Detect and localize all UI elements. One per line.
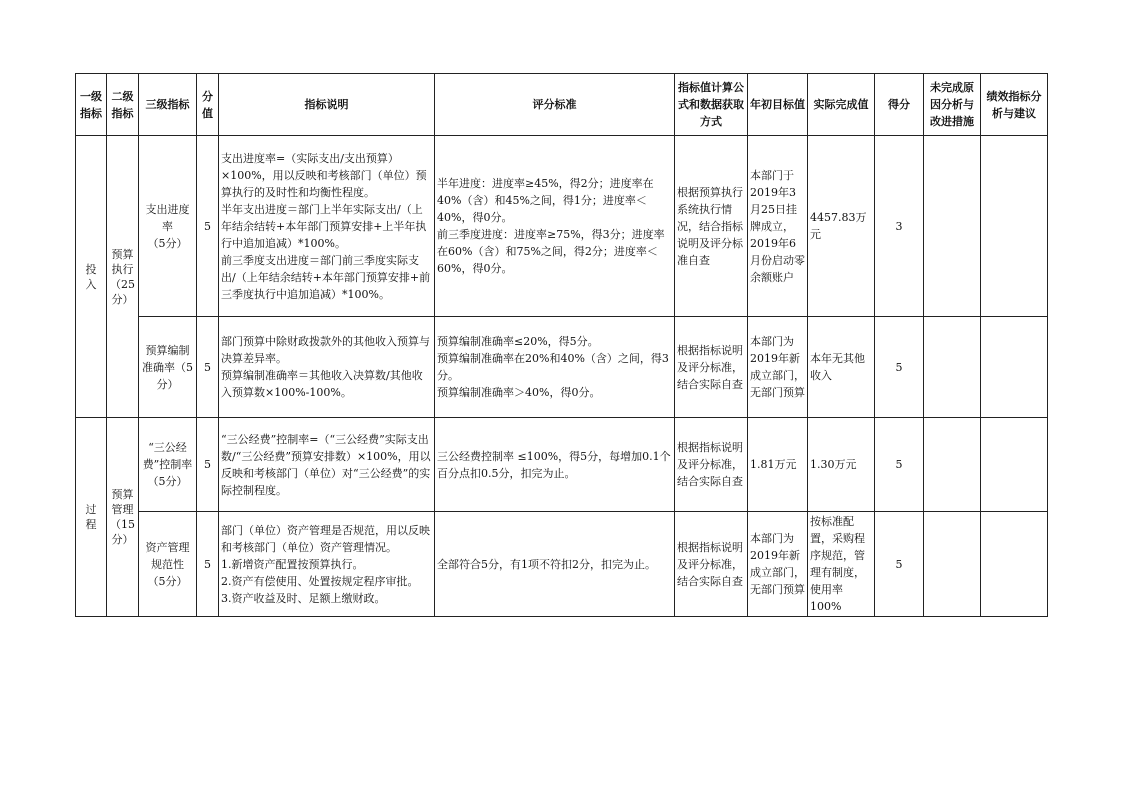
header-criteria: 评分标准 [435, 74, 675, 136]
header-row [76, 74, 1048, 136]
cell-formula: 根据预算执行系统执行情况，结合指标说明及评分标准自查 [675, 136, 748, 317]
cell-advice [981, 512, 1048, 617]
cell-advice [981, 418, 1048, 512]
header-got: 得分 [875, 74, 924, 136]
cell-level2: 预算 执行 （25 分） [107, 136, 139, 418]
table-row [76, 418, 1048, 512]
cell-level3: 预算编制 准确率（5 分） [139, 317, 197, 418]
cell-description: 部门（单位）资产管理是否规范，用以反映和考核部门（单位）资产管理情况。 1.新增资产配置按预算执行。 2.资产有偿使用、处置按规定程序审批。 3.资产收益及时、足额上缴财政。 [219, 512, 435, 617]
cell-level3: 支出进度 率 （5分） [139, 136, 197, 317]
cell-criteria: 预算编制准确率≤20%，得5分。 预算编制准确率在20%和40%（含）之间，得3分。 预算编制准确率＞40%，得0分。 [435, 317, 675, 418]
cell-description: “三公经费”控制率=（“三公经费”实际支出数/“三公经费”预算安排数）×100%，用以反映和考核部门（单位）对“三公经费”的实际控制程度。 [219, 418, 435, 512]
cell-level1: 过 程 [76, 418, 107, 617]
header-level3: 三级指标 [139, 74, 197, 136]
cell-reason [924, 512, 981, 617]
header-target: 年初目标值 [748, 74, 808, 136]
header-level2: 二级指标 [107, 74, 139, 136]
cell-description: 支出进度率=（实际支出/支出预算）×100%，用以反映和考核部门（单位）预算执行的及时性和均衡性程度。 半年支出进度＝部门上半年实际支出/（上年结余结转+本年部门预算安排+上半年执行中追加追减）*100%。 前三季度支出进度＝部门前三季度实际支出/（上年结余结转+本年部门预算安排+前三季度执行中追加追减）*100%。 [219, 136, 435, 317]
cell-score: 5 [197, 418, 219, 512]
cell-formula: 根据指标说明及评分标准，结合实际自查 [675, 512, 748, 617]
cell-formula: 根据指标说明及评分标准，结合实际自查 [675, 317, 748, 418]
header-reason: 未完成原因分析与改进措施 [924, 74, 981, 136]
cell-actual: 4457.83万元 [808, 136, 875, 317]
cell-level2: 预算 管理 （15 分） [107, 418, 139, 617]
header-advice: 绩效指标分析与建议 [981, 74, 1048, 136]
table-row [76, 136, 1048, 317]
cell-criteria: 全部符合5分，有1项不符扣2分，扣完为止。 [435, 512, 675, 617]
performance-table [75, 73, 1048, 617]
cell-score: 5 [197, 136, 219, 317]
cell-target: 本部门为2019年新成立部门，无部门预算 [748, 512, 808, 617]
cell-target: 本部门为2019年新成立部门，无部门预算 [748, 317, 808, 418]
table-row [76, 512, 1048, 617]
cell-got: 3 [875, 136, 924, 317]
table-row [76, 317, 1048, 418]
header-level1: 一级指标 [76, 74, 107, 136]
cell-reason [924, 317, 981, 418]
cell-score: 5 [197, 512, 219, 617]
cell-target: 本部门于2019年3月25日挂牌成立，2019年6月份启动零余额账户 [748, 136, 808, 317]
cell-criteria: 三公经费控制率 ≤100%，得5分，每增加0.1个百分点扣0.5分，扣完为止。 [435, 418, 675, 512]
cell-actual: 1.30万元 [808, 418, 875, 512]
cell-actual: 本年无其他收入 [808, 317, 875, 418]
cell-criteria: 半年进度：进度率≥45%，得2分；进度率在40%（含）和45%之间，得1分；进度率＜40%，得0分。 前三季度进度：进度率≥75%，得3分；进度率在60%（含）和75%之间，得2分；进度率＜60%，得0分。 [435, 136, 675, 317]
cell-got: 5 [875, 418, 924, 512]
header-actual: 实际完成值 [808, 74, 875, 136]
cell-reason [924, 418, 981, 512]
header-formula: 指标值计算公式和数据获取方式 [675, 74, 748, 136]
cell-level3: 资产管理 规范性 （5分） [139, 512, 197, 617]
cell-got: 5 [875, 317, 924, 418]
cell-level3: “三公经 费”控制率 （5分） [139, 418, 197, 512]
cell-got: 5 [875, 512, 924, 617]
header-score: 分值 [197, 74, 219, 136]
cell-actual: 按标准配置，采购程序规范，管理有制度，使用率100% [808, 512, 875, 617]
cell-score: 5 [197, 317, 219, 418]
cell-description: 部门预算中除财政拨款外的其他收入预算与决算差异率。 预算编制准确率＝其他收入决算数/其他收入预算数×100%-100%。 [219, 317, 435, 418]
cell-formula: 根据指标说明及评分标准，结合实际自查 [675, 418, 748, 512]
cell-level1: 投 入 [76, 136, 107, 418]
cell-target: 1.81万元 [748, 418, 808, 512]
cell-reason [924, 136, 981, 317]
header-description: 指标说明 [219, 74, 435, 136]
cell-advice [981, 136, 1048, 317]
cell-advice [981, 317, 1048, 418]
